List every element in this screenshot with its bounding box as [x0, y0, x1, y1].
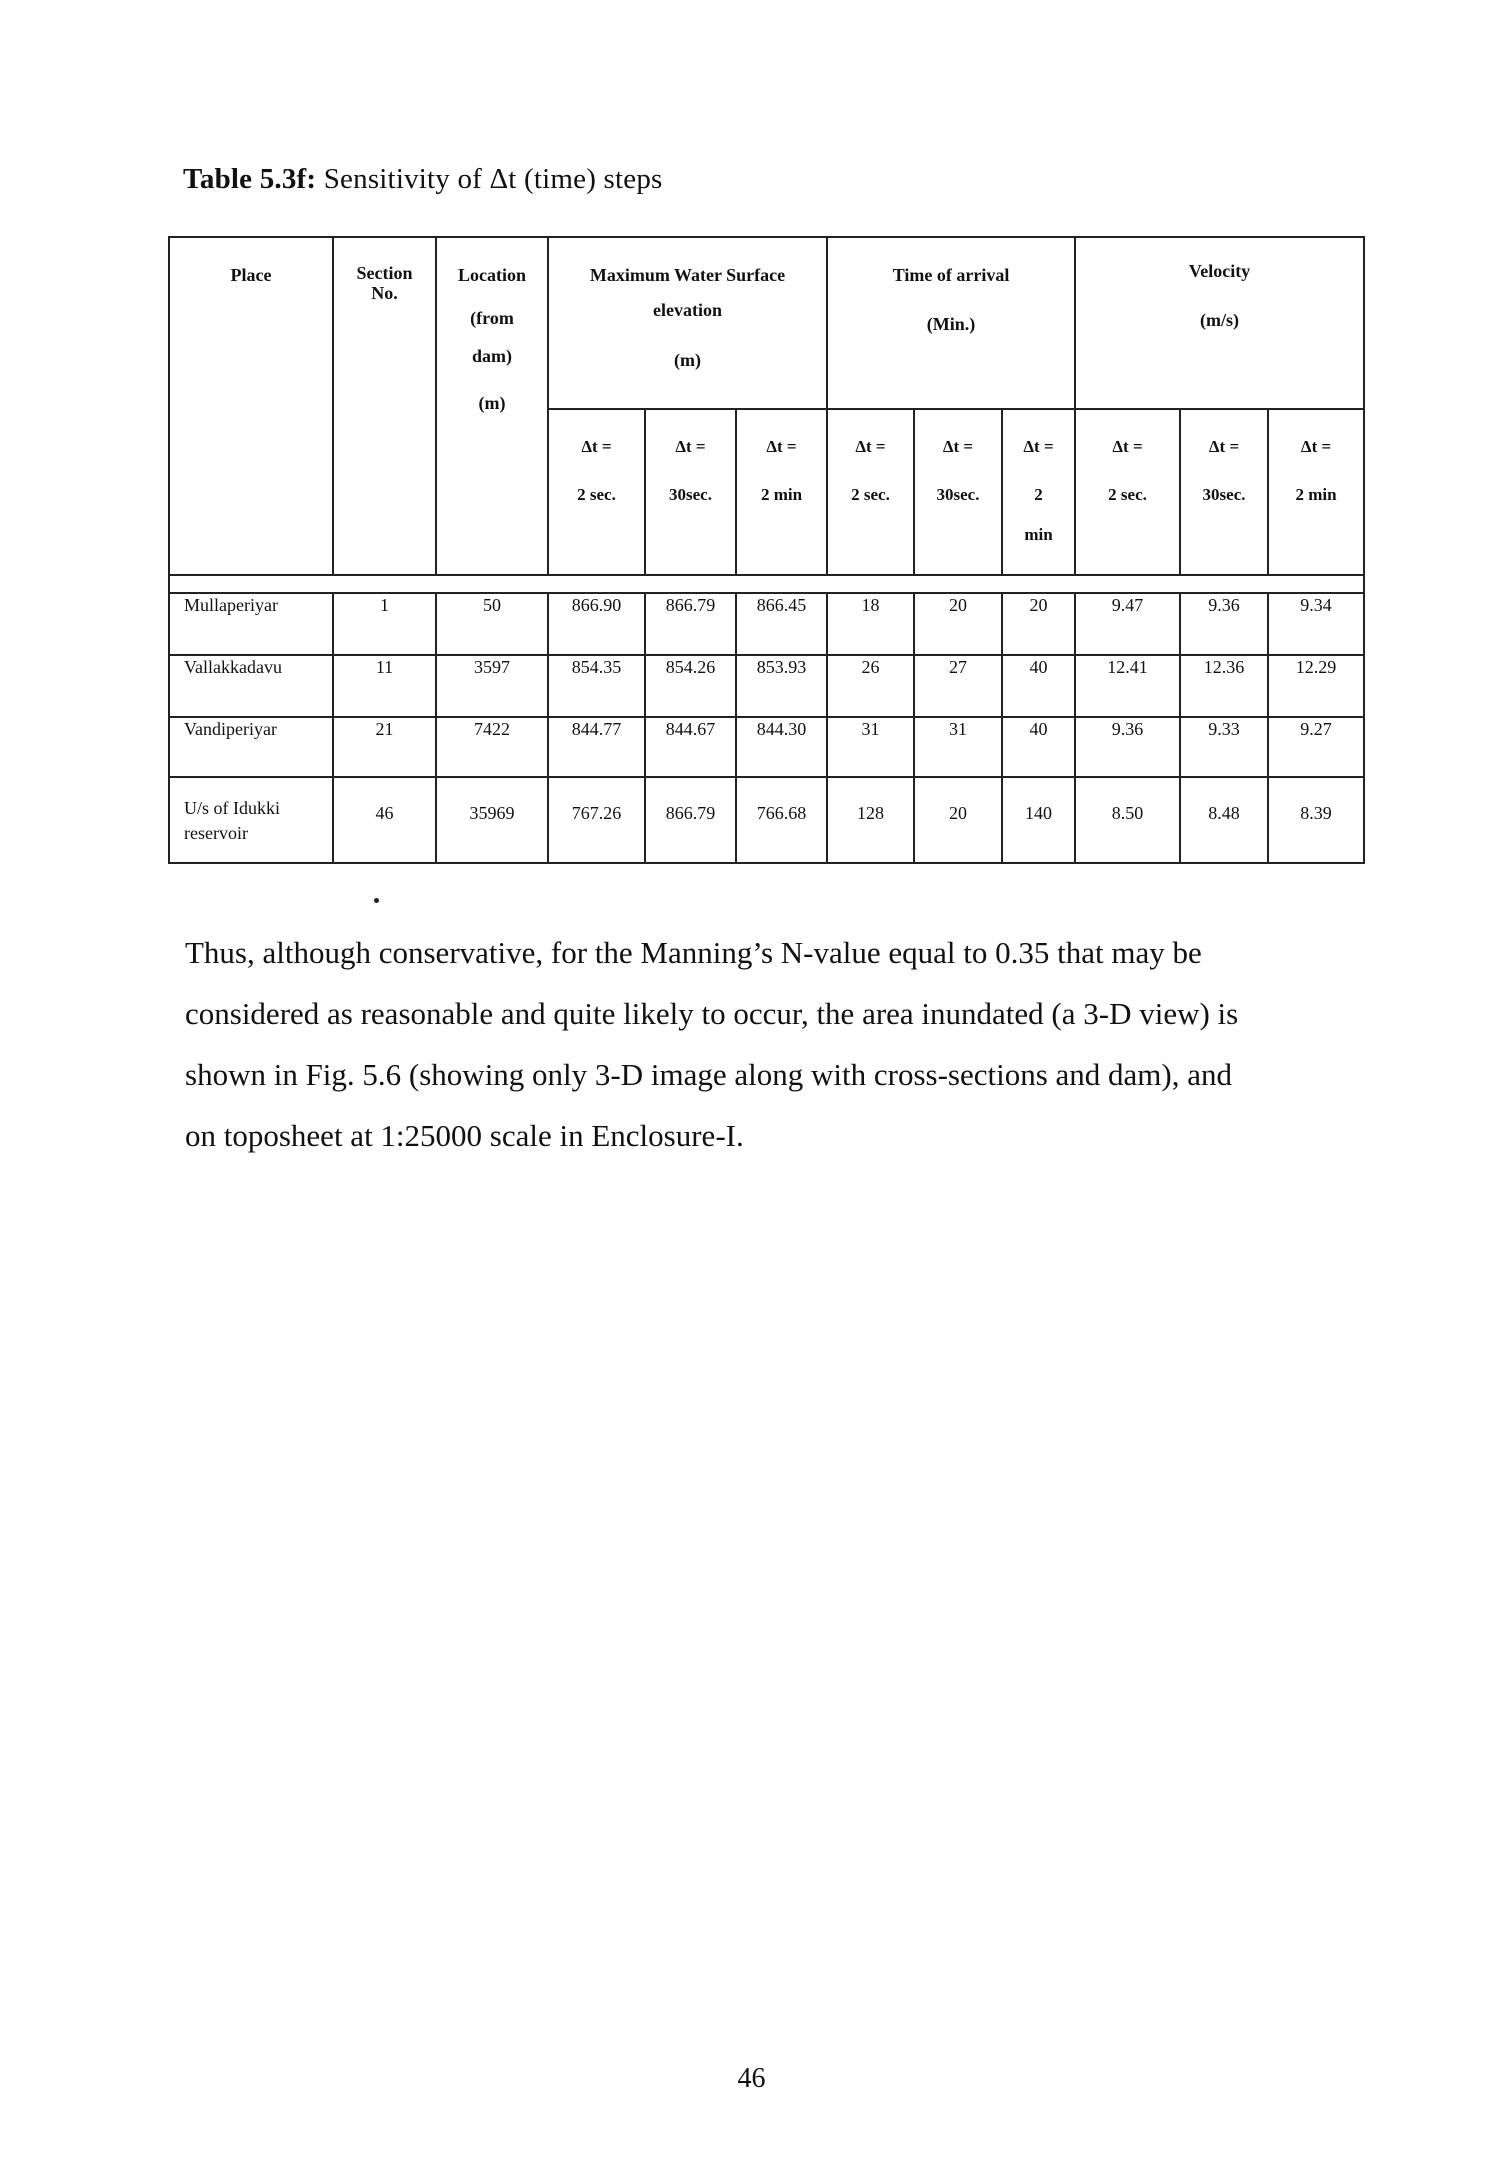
- cell-location: 35969: [436, 777, 548, 863]
- cell-section: 21: [333, 717, 436, 777]
- cell-section: 46: [333, 777, 436, 863]
- dt-velocity-2sec: Δt = 2 sec.: [1075, 409, 1180, 575]
- dt-mwse-30sec: Δt = 30sec.: [645, 409, 736, 575]
- header-max-water-surface: Maximum Water Surface elevation (m): [548, 237, 827, 409]
- cell-velocity-2min: 9.27: [1268, 717, 1364, 777]
- cell-section: 1: [333, 593, 436, 655]
- cell-mwse-30sec: 866.79: [645, 777, 736, 863]
- cell-location: 7422: [436, 717, 548, 777]
- dt-velocity-2min: Δt = 2 min: [1268, 409, 1364, 575]
- header-gap-row: [169, 575, 1364, 593]
- cell-toa-2sec: 18: [827, 593, 914, 655]
- dt-mwse-2sec: Δt = 2 sec.: [548, 409, 645, 575]
- page-number: 46: [737, 2063, 766, 2094]
- cell-mwse-2min: 844.30: [736, 717, 827, 777]
- cell-toa-30sec: 31: [914, 717, 1002, 777]
- dt-toa-2min: Δt = 2 min: [1002, 409, 1075, 575]
- table-row: [169, 593, 1364, 655]
- cell-mwse-2sec: 854.35: [548, 655, 645, 717]
- cell-toa-2min: 40: [1002, 717, 1075, 777]
- cell-toa-30sec: 20: [914, 777, 1002, 863]
- cell-toa-2sec: 26: [827, 655, 914, 717]
- header-place: Place: [169, 237, 333, 575]
- dt-toa-30sec: Δt = 30sec.: [914, 409, 1002, 575]
- cell-velocity-2sec: 9.47: [1075, 593, 1180, 655]
- paragraph-line: Thus, although conservative, for the Manning’s N-value equal to 0.35 that may be: [185, 935, 1202, 970]
- stray-dot: [374, 898, 379, 903]
- header-time-of-arrival: Time of arrival (Min.): [827, 237, 1075, 409]
- cell-velocity-30sec: 12.36: [1180, 655, 1268, 717]
- cell-velocity-30sec: 9.33: [1180, 717, 1268, 777]
- table-row: [169, 717, 1364, 777]
- cell-place: Mullaperiyar: [169, 593, 333, 655]
- cell-velocity-30sec: 8.48: [1180, 777, 1268, 863]
- cell-toa-30sec: 20: [914, 593, 1002, 655]
- dt-mwse-2min: Δt = 2 min: [736, 409, 827, 575]
- cell-velocity-30sec: 9.36: [1180, 593, 1268, 655]
- dt-velocity-30sec: Δt = 30sec.: [1180, 409, 1268, 575]
- cell-mwse-2sec: 844.77: [548, 717, 645, 777]
- cell-location: 50: [436, 593, 548, 655]
- cell-mwse-2min: 866.45: [736, 593, 827, 655]
- cell-velocity-2sec: 9.36: [1075, 717, 1180, 777]
- cell-mwse-2sec: 767.26: [548, 777, 645, 863]
- cell-mwse-2sec: 866.90: [548, 593, 645, 655]
- table-caption: [183, 163, 663, 196]
- cell-section: 11: [333, 655, 436, 717]
- sensitivity-table: [168, 236, 1365, 864]
- cell-place: Vandiperiyar: [169, 717, 333, 777]
- cell-place: U/s of Idukki reservoir: [169, 777, 333, 863]
- cell-velocity-2sec: 8.50: [1075, 777, 1180, 863]
- cell-mwse-30sec: 844.67: [645, 717, 736, 777]
- cell-toa-2min: 140: [1002, 777, 1075, 863]
- cell-velocity-2min: 12.29: [1268, 655, 1364, 717]
- cell-velocity-2sec: 12.41: [1075, 655, 1180, 717]
- cell-location: 3597: [436, 655, 548, 717]
- cell-toa-30sec: 27: [914, 655, 1002, 717]
- cell-velocity-2min: 9.34: [1268, 593, 1364, 655]
- cell-place: Vallakkadavu: [169, 655, 333, 717]
- header-velocity: Velocity (m/s): [1075, 237, 1364, 409]
- cell-mwse-30sec: 854.26: [645, 655, 736, 717]
- header-section-no: Section No.: [333, 237, 436, 575]
- cell-toa-2min: 20: [1002, 593, 1075, 655]
- cell-mwse-2min: 766.68: [736, 777, 827, 863]
- cell-toa-2min: 40: [1002, 655, 1075, 717]
- caption-text: Sensitivity of Δt (time) steps: [323, 163, 663, 195]
- cell-mwse-2min: 853.93: [736, 655, 827, 717]
- cell-toa-2sec: 31: [827, 717, 914, 777]
- caption-label: Table 5.3f:: [183, 163, 317, 195]
- cell-toa-2sec: 128: [827, 777, 914, 863]
- cell-mwse-30sec: 866.79: [645, 593, 736, 655]
- table-row: [169, 777, 1364, 863]
- paragraph-line: on toposheet at 1:25000 scale in Enclosure-I.: [185, 1118, 744, 1153]
- header-location: Location (from dam) (m): [436, 237, 548, 575]
- dt-toa-2sec: Δt = 2 sec.: [827, 409, 914, 575]
- body-paragraph: [185, 922, 1345, 1166]
- table-row: [169, 655, 1364, 717]
- header-row-group: [169, 237, 1364, 409]
- cell-velocity-2min: 8.39: [1268, 777, 1364, 863]
- paragraph-line: considered as reasonable and quite likely to occur, the area inundated (a 3-D view) is: [185, 996, 1239, 1031]
- paragraph-line: shown in Fig. 5.6 (showing only 3-D image along with cross-sections and dam), and: [185, 1057, 1232, 1092]
